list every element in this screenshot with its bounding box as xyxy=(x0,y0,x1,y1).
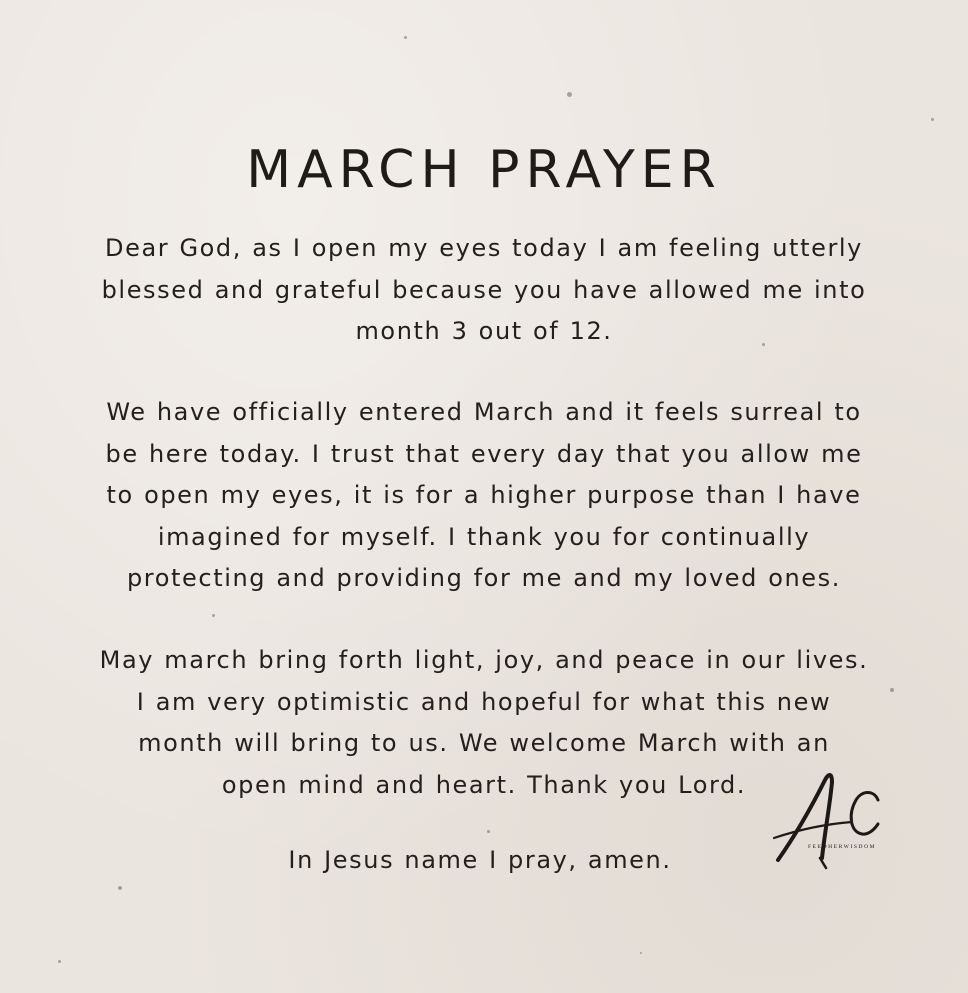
page-title: MARCH PRAYER xyxy=(246,140,722,200)
paragraph-line: open mind and heart. Thank you Lord. xyxy=(221,770,747,799)
paragraph-line: imagined for myself. I thank you for continually xyxy=(157,522,811,551)
prayer-paragraph-1 xyxy=(40,228,928,353)
paper-speck xyxy=(931,118,934,121)
prayer-paragraph-2 xyxy=(40,392,928,600)
paper-speck xyxy=(404,36,407,39)
signature-tagline: FEEDHERWISDOM xyxy=(808,844,877,850)
paragraph-line: I am very optimistic and hopeful for what this new xyxy=(136,687,832,716)
paragraph-line: protecting and providing for me and my loved ones. xyxy=(126,564,842,592)
paper-speck xyxy=(118,886,122,890)
paragraph-line: month 3 out of 12. xyxy=(355,317,613,345)
paragraph-line: blessed and grateful because you have allowed me into xyxy=(101,275,867,304)
paper-speck xyxy=(567,92,572,97)
paper-speck xyxy=(640,952,642,954)
paragraph-line: May march bring forth light, joy, and peace in our lives. xyxy=(99,646,869,674)
paper-speck xyxy=(212,614,215,617)
paragraph-line: be here today. I trust that every day that you allow me xyxy=(105,439,863,468)
signature-logo xyxy=(770,760,915,875)
paper-speck xyxy=(58,960,61,963)
closing-line: In Jesus name I pray, amen. xyxy=(288,846,672,874)
signature-c-stroke xyxy=(851,793,878,835)
paragraph-line: Dear God, as I open my eyes today I am feeling utterly xyxy=(105,234,863,262)
paragraph-line: month will bring to us. We welcome March with an xyxy=(138,729,830,757)
paragraph-line: We have officially entered March and it feels surreal to xyxy=(106,398,862,426)
paragraph-line: to open my eyes, it is for a higher purpose than I have xyxy=(106,481,862,509)
paper-speck xyxy=(487,830,490,833)
signature-a-crossbar xyxy=(774,822,852,838)
